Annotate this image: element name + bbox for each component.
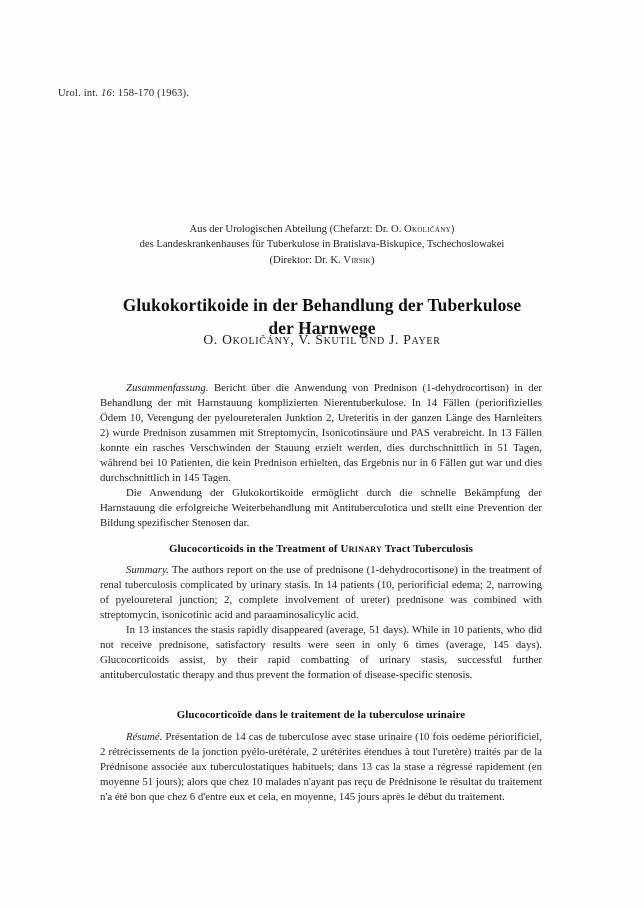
affiliation-director-name: Virsik bbox=[343, 254, 372, 266]
german-abstract-block bbox=[100, 381, 542, 531]
affiliation-line-3-prefix: (Direktor: Dr. K. bbox=[269, 254, 344, 266]
english-section-heading bbox=[100, 543, 542, 555]
author-byline: O. Okoličány, V. Škutil und J. Payer bbox=[203, 332, 441, 347]
affiliation-chief-name: Okoličány bbox=[404, 224, 451, 235]
affiliation-block bbox=[52, 222, 592, 268]
french-abstract-label: Résumé. bbox=[126, 731, 163, 743]
journal-pages: 158-170 bbox=[117, 88, 155, 99]
affiliation-line-1 bbox=[52, 222, 592, 237]
journal-year: (1963). bbox=[157, 88, 190, 99]
affiliation-line-3 bbox=[52, 253, 592, 268]
journal-citation-line bbox=[58, 88, 189, 99]
french-abstract-paragraph-1 bbox=[100, 730, 542, 805]
journal-volume: 16 bbox=[101, 88, 112, 99]
german-abstract-label: Zusammenfassung. bbox=[126, 382, 209, 394]
article-title-line-1: Glukokortikoide in der Behandlung der Tuberkulose bbox=[122, 294, 522, 315]
english-heading-part-1: Glucocorticoids in the Treatment of bbox=[168, 543, 341, 555]
french-section-heading: Glucocorticoïde dans le traitement de la tuberculose urinaire bbox=[176, 709, 466, 721]
affiliation-line-2: des Landeskrankenhauses für Tuberkulose in Bratislava-Biskupice, Tschechoslowakei bbox=[139, 239, 505, 251]
english-heading-part-2: Tract Tuberculosis bbox=[382, 543, 474, 555]
english-abstract-block bbox=[100, 563, 542, 683]
english-heading-smallcaps: Urinary bbox=[340, 543, 383, 555]
german-abstract-paragraph-2: Die Anwendung der Glukokortikoide ermöglicht durch die schnelle Bekämpfung der Harnstauung die erfolgreiche Weiterbehandlung mit Antituberculotica und stellt eine Prevention der Bildung spezifischer Stenosen dar. bbox=[100, 487, 542, 530]
article-title-line-2: der Harnwege bbox=[268, 317, 376, 338]
affiliation-line-3-suffix: ) bbox=[371, 254, 375, 266]
affiliation-line-1-prefix: Aus der Urologischen Abteilung (Chefarzt: Dr. O. bbox=[189, 224, 405, 235]
affiliation-line-1-suffix: ) bbox=[450, 224, 455, 235]
english-abstract-paragraph-1 bbox=[100, 563, 542, 623]
english-abstract-text-1: The authors report on the use of prednisone (1-dehydrocortisone) in the treatment of renal tuberculosis complicated by urinary stasis. In 14 patients (10, periorificial edema; 2, narrowing of pyeloureteral junction; 2, complete involvement of ureter) prednisone was combined with streptomycin, isonicotinic acid and paraaminosalicylic acid. bbox=[100, 564, 542, 622]
french-abstract-text-1: Présentation de 14 cas de tuberculose avec stase urinaire (10 fois oedème périorificiel, 2 rétrécissements de la jonction pyélo-urétérale, 2 urétérites étendues à tout l'uretère) traités par de la Prédnisone associée aux tuberculostatiques habituels; dans 13 cas la stase a régressé rapidement (en moyenne 51 jours); alors que chez 10 malades n'ayant pas reçu de Prédnisone le résultat du traitement n'a été bon que chez 6 d'entre eux et cela, en moyenne, 145 jours après le début du traitement. bbox=[100, 731, 542, 804]
english-abstract-label: Summary. bbox=[126, 564, 169, 576]
english-abstract-paragraph-2: In 13 instances the stasis rapidly disappeared (average, 51 days). While in 10 patients, who did not receive prednisone, satisfactory results were seen in only 6 times (average, 145 days). Glucocorticoids assist, by their rapid combatting of urinary stasis, successful further antituberculostatic therapy and thus prevent the formation of disease-specific stenosis. bbox=[100, 624, 542, 682]
french-abstract-block bbox=[100, 730, 542, 805]
german-abstract-text-1: Bericht über die Anwendung von Prednison (1-dehydrocortison) in der Behandlung der mit Harnstauung komplizierten Nierentuberkulose. In 14 Fällen (periorifizielles Ödem 10, Verengung der pyeloureteralen Junktion 2, Ureteritis in der ganzen Länge des Harnleiters 2) wurde Prednison zusammen mit Streptomycin, Isonicotinsäure und PAS verabreicht. In 13 Fällen konnte ein rasches Verschwinden der Stauung erzielt werden, dies durchschnittlich in 51 Tagen, während bei 10 Patienten, die kein Prednison erhielten, das Ergebnis nur in 6 Fällen gut war und dies durchschnittlich in 145 Tagen. bbox=[100, 382, 542, 485]
german-abstract-paragraph-1 bbox=[100, 381, 542, 486]
journal-colon: : bbox=[111, 88, 116, 99]
journal-name: Urol. int. bbox=[58, 88, 99, 99]
